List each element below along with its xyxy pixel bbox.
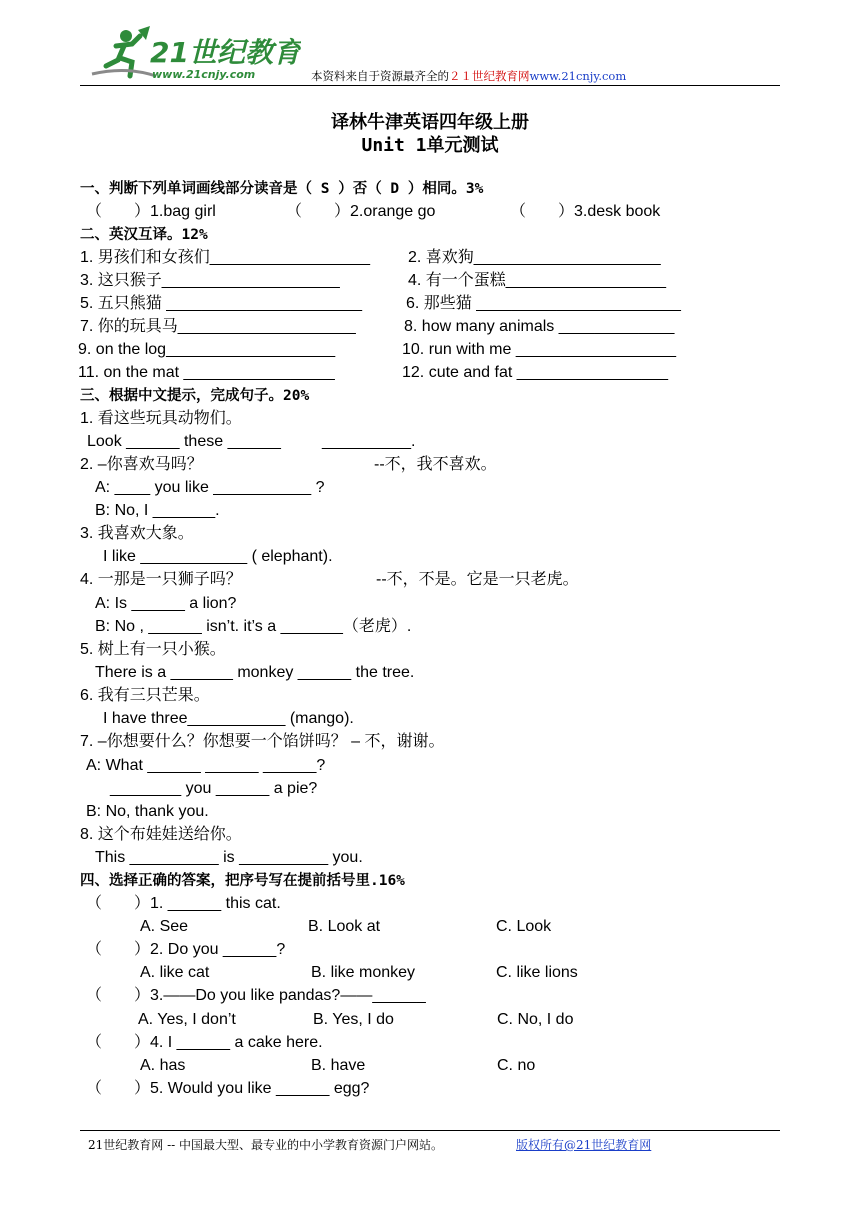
worksheet-line: 5. 树上有一只小猴。 bbox=[80, 641, 226, 658]
worksheet-line: A. See bbox=[140, 918, 189, 935]
worksheet-line: Look ______ these ______ bbox=[87, 433, 281, 450]
section-heading: 四、选择正确的答案，把序号写在提前括号里.16% bbox=[80, 873, 405, 889]
worksheet-line: 12. cute and fat _________________ bbox=[402, 364, 669, 381]
worksheet-line: （ ）1. ______ this cat. bbox=[86, 895, 281, 912]
worksheet-line: 7. –你想要什么？你想要一个馅饼吗？ – 不，谢谢。 bbox=[80, 733, 445, 750]
worksheet-line: 10. run with me __________________ bbox=[402, 341, 676, 358]
runner-logo-icon bbox=[86, 26, 301, 84]
worksheet-line: 6. 我有三只芒果。 bbox=[80, 687, 210, 704]
worksheet-line: C. no bbox=[497, 1057, 536, 1074]
worksheet-line: （ ）3.desk book bbox=[510, 203, 661, 220]
worksheet-line: 7. 你的玩具马____________________ bbox=[80, 318, 356, 335]
worksheet-line: 8. 这个布娃娃送给你。 bbox=[80, 826, 242, 843]
header-divider bbox=[80, 85, 780, 86]
logo-url: www.21cnjy.com bbox=[152, 68, 256, 81]
section-heading: 二、英汉互译。12% bbox=[80, 227, 208, 243]
worksheet-line: 5. 五只熊猫 ______________________ bbox=[80, 295, 363, 312]
worksheet-line: B: No, thank you. bbox=[86, 803, 209, 820]
worksheet-line: A. Yes, I don’t bbox=[138, 1011, 236, 1028]
worksheet-line: __________. bbox=[322, 433, 416, 450]
worksheet-line: A: Is ______ a lion? bbox=[95, 595, 237, 612]
worksheet-line: 3. 我喜欢大象。 bbox=[80, 525, 194, 542]
worksheet-line: C. Look bbox=[496, 918, 552, 935]
header-note-site: ２１世纪教育网 bbox=[449, 69, 530, 83]
worksheet-line: 2. 喜欢狗_____________________ bbox=[408, 249, 661, 266]
worksheet-line: 6. 那些猫 _______________________ bbox=[406, 295, 681, 312]
page-title: 译林牛津英语四年级上册 bbox=[331, 112, 529, 133]
worksheet-line: C. No, I do bbox=[497, 1011, 574, 1028]
header-note-prefix: 本资料来自于资源最齐全的 bbox=[311, 69, 449, 83]
worksheet-line: （ ）2.orange go bbox=[286, 203, 436, 220]
worksheet-line: （ ）4. I ______ a cake here. bbox=[86, 1034, 323, 1051]
worksheet-line: I like ____________ ( elephant). bbox=[103, 548, 333, 565]
worksheet-line: （ ）2. Do you ______? bbox=[86, 941, 286, 958]
worksheet-line: B. have bbox=[311, 1057, 366, 1074]
worksheet-line: ________ you ______ a pie? bbox=[110, 780, 318, 797]
worksheet-line: 4. 有一个蛋糕__________________ bbox=[408, 272, 666, 289]
worksheet-line: 3. 这只猴子____________________ bbox=[80, 272, 340, 289]
worksheet-line: （ ）5. Would you like ______ egg? bbox=[86, 1080, 370, 1097]
worksheet-line: B: No , ______ isn’t. it’s a _______（老虎）. bbox=[95, 618, 412, 635]
worksheet-line: This __________ is __________ you. bbox=[95, 849, 363, 866]
section-heading: 三、根据中文提示，完成句子。20% bbox=[80, 388, 310, 404]
footer-text: 21世纪教育网 -- 中国最大型、最专业的中小学教育资源门户网站。 bbox=[88, 1138, 444, 1152]
worksheet-line: 2. –你喜欢马吗？ bbox=[80, 456, 203, 473]
header-note bbox=[311, 69, 626, 83]
header-note-url[interactable]: www.21cnjy.com bbox=[529, 69, 627, 83]
page-subtitle: Unit 1单元测试 bbox=[361, 135, 499, 156]
worksheet-line: A: ____ you like ___________ ? bbox=[95, 479, 325, 496]
worksheet-line: I have three___________ (mango). bbox=[103, 710, 354, 727]
worksheet-line: C. like lions bbox=[496, 964, 578, 981]
worksheet-line: B: No, I _______. bbox=[95, 502, 220, 519]
worksheet-line: 4. 一那是一只狮子吗？ bbox=[80, 571, 242, 588]
worksheet-line: 1. 男孩们和女孩们__________________ bbox=[80, 249, 370, 266]
section-heading: 一、判断下列单词画线部分读音是（ S ）否（ D ）相同。3% bbox=[80, 181, 484, 197]
worksheet-line: 8. how many animals _____________ bbox=[404, 318, 675, 335]
worksheet-line: B. like monkey bbox=[311, 964, 416, 981]
site-logo bbox=[86, 26, 301, 84]
footer-copyright-link[interactable]: 版权所有@21世纪教育网 bbox=[516, 1138, 652, 1152]
worksheet-line: --不，不是。它是一只老虎。 bbox=[376, 571, 579, 588]
worksheet-line: --不，我不喜欢。 bbox=[374, 456, 497, 473]
worksheet-line: 1. 看这些玩具动物们。 bbox=[80, 410, 242, 427]
worksheet-line: A: What ______ ______ ______? bbox=[86, 757, 326, 774]
worksheet-line: （ ）1.bag girl bbox=[86, 203, 216, 220]
worksheet-line: 9. on the log___________________ bbox=[78, 341, 336, 358]
footer-divider bbox=[80, 1130, 780, 1131]
worksheet-line: A. has bbox=[140, 1057, 186, 1074]
worksheet-line: B. Yes, I do bbox=[313, 1011, 394, 1028]
worksheet-line: A. like cat bbox=[140, 964, 210, 981]
logo-text: 21世纪教育 bbox=[150, 36, 301, 69]
worksheet-line: （ ）3.——Do you like pandas?——______ bbox=[86, 987, 426, 1004]
worksheet-line: 11. on the mat _________________ bbox=[78, 364, 335, 381]
worksheet-line: B. Look at bbox=[308, 918, 381, 935]
worksheet-line: There is a _______ monkey ______ the tree. bbox=[95, 664, 415, 681]
